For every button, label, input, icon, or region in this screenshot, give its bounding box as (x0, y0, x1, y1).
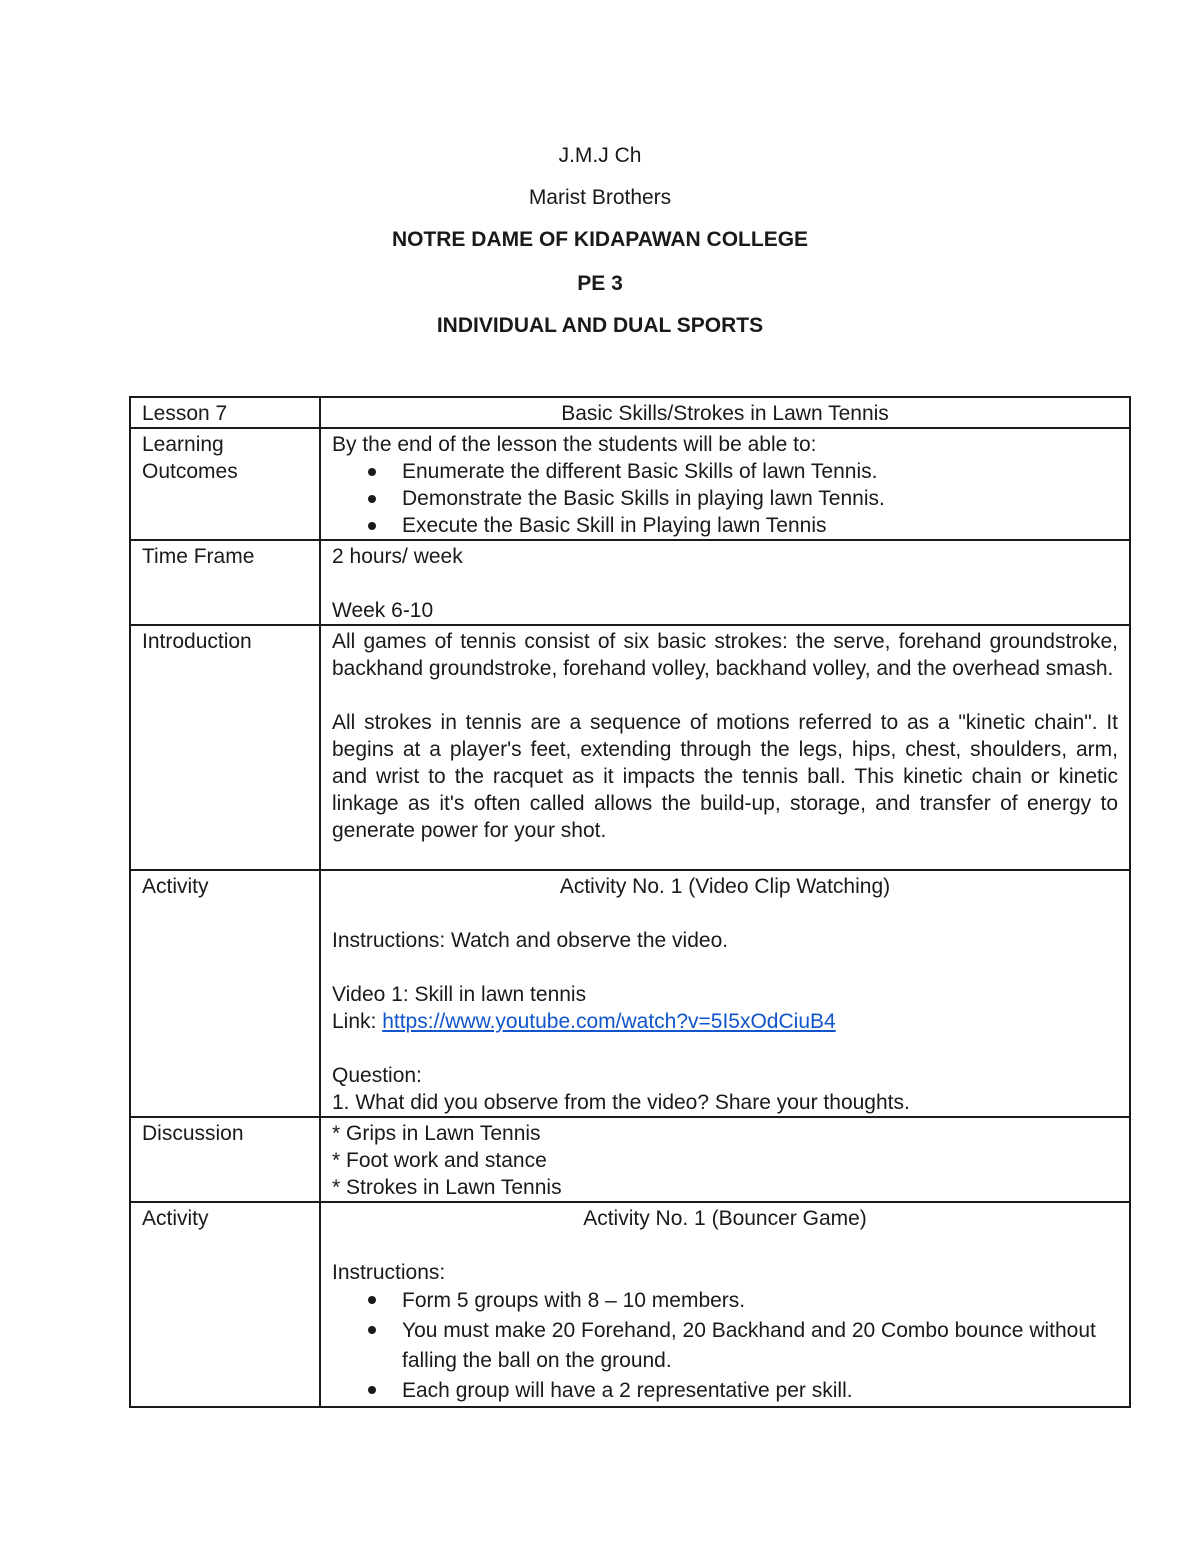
list-item: * Strokes in Lawn Tennis (332, 1176, 562, 1199)
discussion-label: Discussion (130, 1117, 320, 1202)
list-item: Execute the Basic Skill in Playing lawn Tennis (402, 512, 1118, 539)
table-row-timeframe (130, 540, 1130, 625)
list-item: Form 5 groups with 8 – 10 members. (402, 1286, 1118, 1316)
table-row-introduction (130, 625, 1130, 870)
table-row-lesson (130, 397, 1130, 428)
activity-2-cell (320, 1202, 1130, 1407)
list-item: * Foot work and stance (332, 1149, 547, 1172)
table-row-activity-2 (130, 1202, 1130, 1407)
list-item: Demonstrate the Basic Skills in playing lawn Tennis. (402, 485, 1118, 512)
table-row-discussion (130, 1117, 1130, 1202)
question-text: 1. What did you observe from the video? Share your thoughts. (332, 1091, 910, 1114)
outcomes-intro: By the end of the lesson the students will be able to: (332, 433, 817, 456)
question-label: Question: (332, 1064, 422, 1087)
video-link[interactable]: https://www.youtube.com/watch?v=5I5xOdCiuB4 (382, 1010, 836, 1033)
outcomes-list (332, 458, 1118, 539)
activity-1-title: Activity No. 1 (Video Clip Watching) (559, 875, 891, 898)
lesson-plan-table (129, 396, 1131, 1408)
activity-2-title: Activity No. 1 (Bouncer Game) (583, 1207, 867, 1230)
introduction-paragraph-1: All games of tennis consist of six basic strokes: the serve, forehand groundstroke, backhand groundstroke, forehand volley, backhand volley, and the overhead smash. (332, 630, 1118, 680)
activity-2-instructions: Instructions: (332, 1261, 446, 1284)
link-label: Link: (332, 1010, 383, 1033)
lesson-label: Lesson 7 (130, 397, 320, 428)
activity-1-link-line (332, 1008, 1118, 1035)
introduction-paragraph-2: All strokes in tennis are a sequence of motions referred to as a "kinetic chain". It begins at a player's feet, extending through the legs, hips, chest, shoulders, arm, and wrist to the racquet as it impacts the tennis ball. This kinetic chain or kinetic linkage as it's often called allows the build-up, storage, and transfer of energy to generate power for your shot. (332, 711, 1118, 842)
activity-1-cell (320, 870, 1130, 1117)
school-name: NOTRE DAME OF KIDAPAWAN COLLEGE (391, 228, 809, 251)
table-row-activity-1 (130, 870, 1130, 1117)
activity-2-list (332, 1286, 1118, 1406)
discussion-cell (320, 1117, 1130, 1202)
table-row-outcomes (130, 428, 1130, 540)
list-item: Each group will have a 2 representative per skill. (402, 1376, 1118, 1406)
header-line-1: J.M.J Ch (558, 144, 642, 167)
timeframe-label: Time Frame (130, 540, 320, 625)
timeframe-weeks: Week 6-10 (332, 599, 434, 622)
introduction-cell (320, 625, 1130, 870)
activity-1-instructions: Instructions: Watch and observe the video. (332, 929, 729, 952)
list-item: * Grips in Lawn Tennis (332, 1122, 541, 1145)
activity-2-label: Activity (130, 1202, 320, 1407)
activity-1-video: Video 1: Skill in lawn tennis (332, 983, 587, 1006)
lesson-title: Basic Skills/Strokes in Lawn Tennis (320, 397, 1130, 428)
subject-title: INDIVIDUAL AND DUAL SPORTS (436, 314, 764, 337)
list-item: You must make 20 Forehand, 20 Backhand and 20 Combo bounce without falling the ball on the ground. (402, 1316, 1118, 1376)
course-code: PE 3 (577, 272, 623, 295)
timeframe-cell (320, 540, 1130, 625)
introduction-label: Introduction (130, 625, 320, 870)
outcomes-cell (320, 428, 1130, 540)
activity-1-label: Activity (130, 870, 320, 1117)
outcomes-label: Learning Outcomes (130, 428, 320, 540)
list-item: Enumerate the different Basic Skills of lawn Tennis. (402, 458, 1118, 485)
timeframe-hours: 2 hours/ week (332, 545, 463, 568)
header-line-2: Marist Brothers (528, 186, 672, 209)
